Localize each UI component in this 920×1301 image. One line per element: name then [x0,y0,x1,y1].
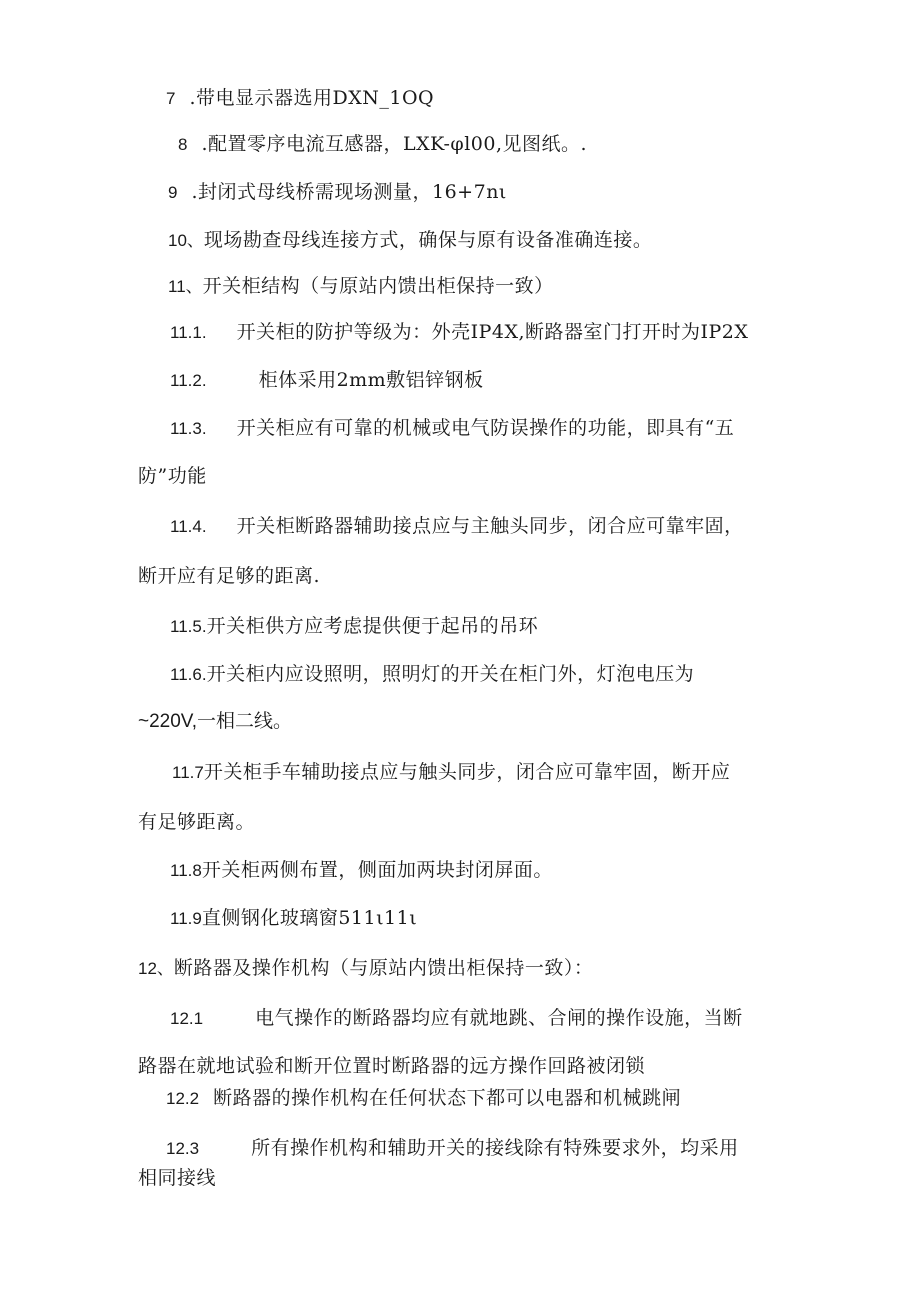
item-number: 11.5. [170,617,207,636]
item-text: 开关柜断路器辅助接点应与主触头同步，闭合应可靠牢固， [236,515,744,537]
list-item-12 [138,956,593,981]
list-item-8 [178,132,587,157]
list-item-11-4-continued: 断开应有足够的距离. [138,565,321,587]
list-item-11-1 [170,320,748,345]
item-text: 开关柜内应设照明，照明灯的开关在柜门外，灯泡电压为 [206,663,695,685]
list-item-11-7-continued: 有足够距离。 [138,811,256,833]
item-text: 柜体采用2mm敷铝锌钢板 [258,369,484,391]
item-text: .带电显示器选用DXN_1OQ [189,87,435,109]
item-text: 所有操作机构和辅助开关的接线除有特殊要求外，均采用 [251,1137,739,1159]
item-text: 直侧钢化玻璃窗511ι11ι [201,907,418,929]
list-item-12-3 [166,1136,739,1161]
item-text: .配置零序电流互感器，LXK-φl00,见图纸。. [201,133,588,155]
list-item-9 [168,180,507,205]
item-text: 开关柜的防护等级为：外壳IP4X,断路器室门打开时为IP2X [236,321,749,343]
list-item-11-3-continued: 防”功能 [138,465,207,487]
item-number: 11.3. [170,419,207,438]
item-text: 现场勘查母线连接方式，确保与原有设备准确连接。 [203,229,653,251]
list-item-12-1-continued: 路器在就地试验和断开位置时断路器的远方操作回路被闭锁 [138,1055,646,1077]
item-number: 11.9 [170,909,202,928]
list-item-12-1 [170,1006,743,1031]
item-number: 11.1. [170,323,207,342]
item-number: 8 [178,135,188,154]
item-text: 断路器及操作机构（与原站内馈出柜保持一致）： [173,957,594,979]
item-number: 7 [166,89,176,108]
item-number: 11.4. [170,517,207,536]
list-item-11-6-continued: ~220V,一相二线。 [138,711,293,732]
list-item-7 [166,86,434,111]
item-number: 12、 [138,959,174,978]
list-item-12-3-continued: 相同接线 [138,1167,217,1189]
item-number: 11.7 [172,763,204,782]
item-number: 10、 [168,231,204,250]
list-item-11 [168,274,554,299]
list-item-11-5 [170,614,538,639]
item-text: 开关柜结构（与原站内馈出柜保持一致） [202,275,554,297]
list-item-11-8 [170,858,553,883]
list-item-10 [168,228,652,253]
item-number: 11、 [168,277,203,296]
list-item-11-2 [170,368,484,393]
item-text: 开关柜应有可靠的机械或电气防误操作的功能，即具有“五 [236,417,735,439]
item-number: 12.3 [166,1139,200,1158]
list-item-11-9 [170,906,417,931]
list-item-11-6 [170,662,694,687]
item-number: 11.2. [170,371,207,390]
item-text: 电气操作的断路器均应有就地跳、合闸的操作设施，当断 [255,1007,743,1029]
list-item-11-7 [172,760,730,785]
item-number: 12.2 [166,1089,200,1108]
item-number: 11.6. [170,665,207,684]
item-text: 开关柜两侧布置，侧面加两块封闭屏面。 [201,859,553,881]
item-number: 12.1 [170,1009,204,1028]
item-text: 断路器的操作机构在任何状态下都可以电器和机械跳闸 [213,1087,682,1109]
item-text: .封闭式母线桥需现场测量，16+7nι [191,181,507,203]
item-text: 开关柜供方应考虑提供便于起吊的吊环 [206,615,539,637]
list-item-11-4 [170,514,744,539]
item-number: 11.8 [170,861,202,880]
list-item-11-3 [170,416,734,441]
item-number: 9 [168,183,178,202]
list-item-12-2 [166,1086,681,1111]
item-text: 开关柜手车辅助接点应与触头同步，闭合应可靠牢固，断开应 [203,761,731,783]
